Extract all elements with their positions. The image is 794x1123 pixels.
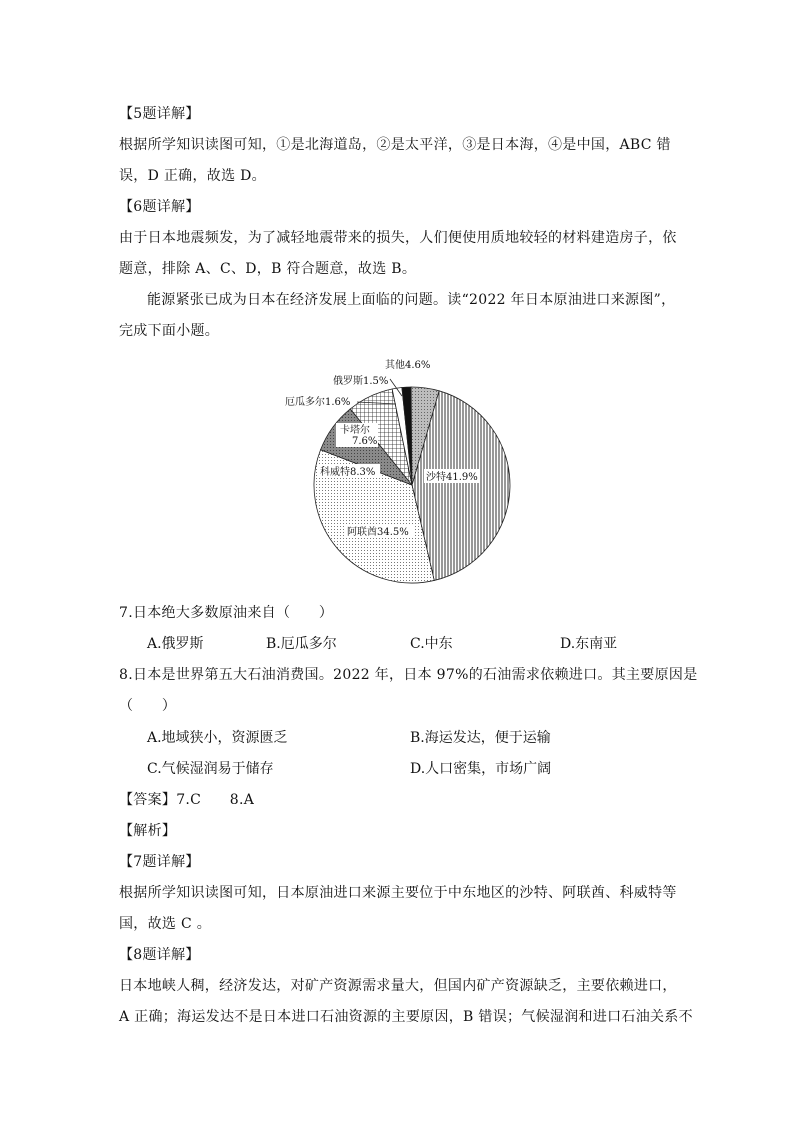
q8-stem: 8.日本是世界第五大石油消费国。2022 年，日本 97%的石油需求依赖进口。其主要原因是 <box>119 667 698 683</box>
q7-option-d: D.东南亚 <box>560 636 618 652</box>
q7-stem: 7.日本绝大多数原油来自（ ） <box>119 605 334 621</box>
label-ecuador: 厄瓜多尔1.6% <box>285 397 351 408</box>
q8-option-c: C.气候湿润易于储存 <box>147 761 274 777</box>
q7-option-c: C.中东 <box>410 636 453 652</box>
intro-line1: 能源紧张已成为日本在经济发展上面临的问题。读“2022 年日本原油进口来源图”， <box>147 292 676 308</box>
label-other: 其他4.6% <box>385 360 431 371</box>
q8-explanation-line1: 日本地峡人稠，经济发达，对矿产资源需求量大，但国内矿产资源缺乏，主要依赖进口， <box>119 978 677 994</box>
q6-heading: 【6题详解】 <box>119 199 200 215</box>
q8-stem-bracket: （ ） <box>119 698 177 714</box>
q5-explanation-line2: 误，D 正确，故选 D。 <box>119 168 266 184</box>
q8-option-a: A.地域狭小，资源匮乏 <box>147 730 288 746</box>
answer-text: 7.C 8.A <box>176 792 255 808</box>
label-saudi: 沙特41.9% <box>426 472 478 483</box>
q8-detail-heading: 【8题详解】 <box>119 947 200 963</box>
label-kuwait: 科威特8.3% <box>320 467 376 478</box>
q5-heading: 【5题详解】 <box>119 106 200 122</box>
q6-explanation-line2: 题意，排除 A、C、D，B 符合题意，故选 B。 <box>119 261 417 277</box>
label-uae: 阿联酋34.5% <box>347 527 409 538</box>
q7-explanation-line2: 国，故选 C 。 <box>119 916 212 932</box>
q7-explanation-line1: 根据所学知识读图可知，日本原油进口来源主要位于中东地区的沙特、阿联酋、科威特等 <box>119 885 677 901</box>
label-qatar-value: 7.6% <box>352 436 378 447</box>
oil-import-pie-chart <box>280 350 520 585</box>
q5-explanation-line1: 根据所学知识读图可知，①是北海道岛，②是太平洋，③是日本海，④是中国，ABC 错 <box>119 137 671 153</box>
answer-line <box>119 790 254 810</box>
q8-option-d: D.人口密集，市场广阔 <box>410 761 552 777</box>
answer-label: 【答案】 <box>119 792 177 808</box>
label-qatar: 卡塔尔 <box>340 425 370 436</box>
q8-option-b: B.海运发达，便于运输 <box>410 730 551 746</box>
q6-explanation-line1: 由于日本地震频发，为了减轻地震带来的损失，人们便使用质地较轻的材料建造房子，依 <box>119 230 677 246</box>
q8-explanation-line2: A 正确；海运发达不是日本进口石油资源的主要原因，B 错误；气候湿润和进口石油关系不 <box>119 1009 693 1025</box>
q7-option-b: B.厄瓜多尔 <box>266 636 337 652</box>
intro-line2: 完成下面小题。 <box>119 323 220 339</box>
q7-detail-heading: 【7题详解】 <box>119 854 200 870</box>
q7-option-a: A.俄罗斯 <box>147 636 204 652</box>
analysis-label: 【解析】 <box>119 823 177 839</box>
label-russia: 俄罗斯1.5% <box>333 376 389 387</box>
